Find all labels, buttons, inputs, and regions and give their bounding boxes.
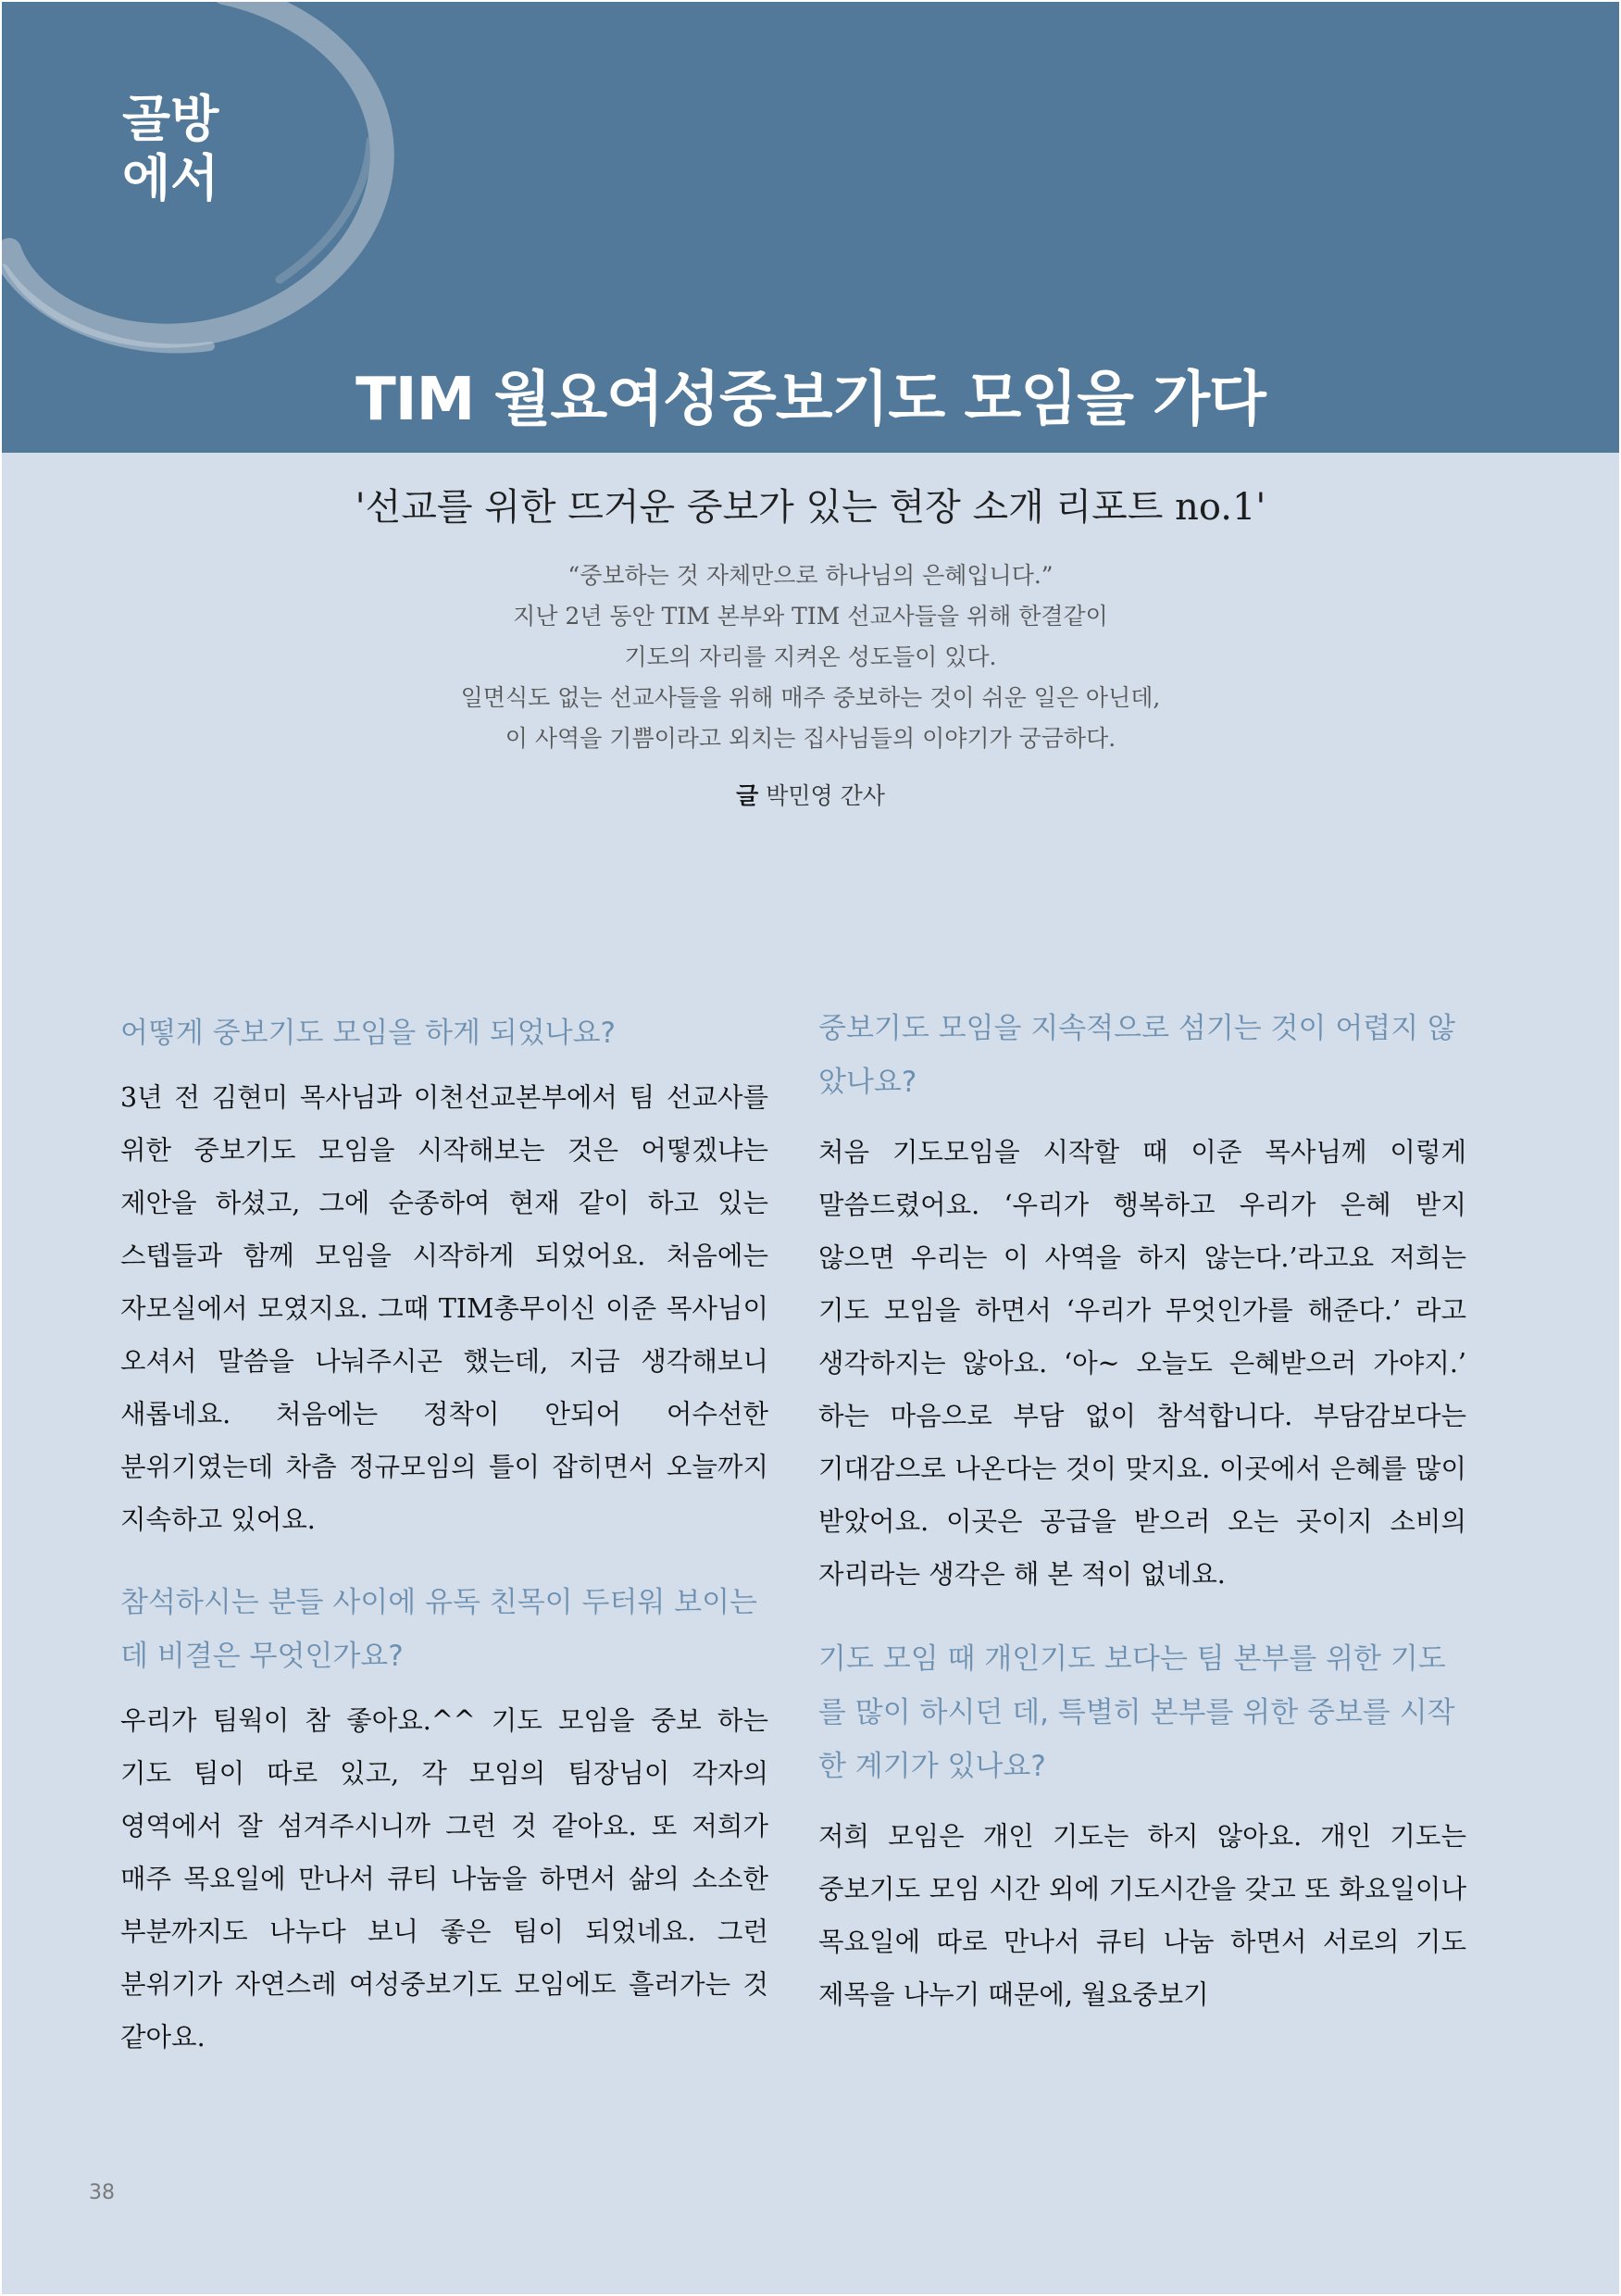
header-banner — [2, 2, 1619, 453]
question-heading: 기도 모임 때 개인기도 보다는 팀 본부를 위한 기도를 많이 하시던 데, 특별히 본부를 위한 중보를 시작한 계기가 있나요? — [818, 1642, 1455, 1783]
magazine-page — [2, 2, 1619, 2294]
intro-line: “중보하는 것 자체만으로 하나님의 은혜입니다.” — [567, 562, 1054, 589]
article-title: TIM 월요여성중보기도 모임을 가다 — [355, 366, 1266, 434]
article-subtitle: '선교를 위한 뜨거운 중보가 있는 현장 소개 리포트 no.1' — [355, 486, 1266, 529]
right-column — [818, 1002, 1466, 2053]
intro-line: 지난 2년 동안 TIM 본부와 TIM 선교사들을 위해 한결같이 — [513, 603, 1108, 630]
question-heading: 어떻게 중보기도 모임을 하게 되었나요? — [120, 1017, 617, 1050]
answer-paragraph: 우리가 팀웍이 참 좋아요.^^ 기도 모임을 중보 하는 기도 팀이 따로 있고, 각 모임의 팀장님이 각자의 영역에서 잘 섬겨주시니까 그런 것 같아요. 또 저희가 매주 목요일에 만나서 큐티 나눔을 하면서 삶의 소소한 부분까지도 나누다 보니 좋은 팀이 되었네요. 그런 분위기가 자연스레 여성중보기도 모임에도 흘러가는 것 같아요. — [120, 1705, 768, 2053]
byline-label: 글 — [736, 782, 759, 809]
intro-line: 기도의 자리를 지켜온 성도들이 있다. — [624, 643, 997, 670]
byline-author: 박민영 간사 — [766, 782, 885, 809]
answer-paragraph: 처음 기도모임을 시작할 때 이준 목사님께 이렇게 말씀드렸어요. ‘우리가 행복하고 우리가 은혜 받지 않으면 우리는 이 사역을 하지 않는다.’라고요 저희는 기도 모임을 하면서 ‘우리가 무엇인가를 해준다.’ 라고 생각하지는 않아요. ‘아~ 오늘도 은혜받으러 가야지.’ 하는 마음으로 부담 없이 참석합니다. 부담감보다는 기대감으로 나온다는 것이 맞지요. 이곳에서 은혜를 많이 받았어요. 이곳은 공급을 받으러 오는 곳이지 소비의 자리라는 생각은 해 본 적이 없네요. — [818, 1137, 1466, 1590]
brush-circle-decoration — [2, 2, 446, 391]
answer-paragraph: 3년 전 김현미 목사님과 이천선교본부에서 팀 선교사를 위한 중보기도 모임을 시작해보는 것은 어떻겠냐는 제안을 하셨고, 그에 순종하여 현재 같이 하고 있는 스텝들과 함께 모임을 시작하게 되었어요. 처음에는 자모실에서 모였지요. 그때 TIM총무이신 이준 목사님이 오셔서 말씀을 나눠주시곤 했는데, 지금 생각해보니 새롭네요. 처음에는 정착이 안되어 어수선한 분위기였는데 차츰 정규모임의 틀이 잡히면서 오늘까지 지속하고 있어요. — [120, 1082, 768, 1535]
question-heading: 참석하시는 분들 사이에 유독 친목이 두터워 보이는데 비결은 무엇인가요? — [120, 1586, 757, 1673]
left-column — [120, 1006, 768, 2093]
intro-line: 일면식도 없는 선교사들을 위해 매주 중보하는 것이 쉬운 일은 아닌데, — [460, 684, 1161, 711]
question-heading: 중보기도 모임을 지속적으로 섬기는 것이 어렵지 않았나요? — [818, 1012, 1455, 1099]
page-number: 38 — [89, 2181, 115, 2204]
intro-line: 이 사역을 기쁨이라고 외치는 집사님들의 이야기가 궁금하다. — [505, 725, 1116, 752]
intro-paragraph — [280, 555, 1341, 759]
answer-paragraph: 저희 모임은 개인 기도는 하지 않아요. 개인 기도는 중보기도 모임 시간 외에 기도시간을 갖고 또 화요일이나 목요일에 따로 만나서 큐티 나눔 하면서 서로의 기도 제목을 나누기 때문에, 월요중보기 — [818, 1821, 1466, 2010]
section-label: 골방 에서 — [122, 90, 219, 207]
byline — [2, 778, 1619, 815]
